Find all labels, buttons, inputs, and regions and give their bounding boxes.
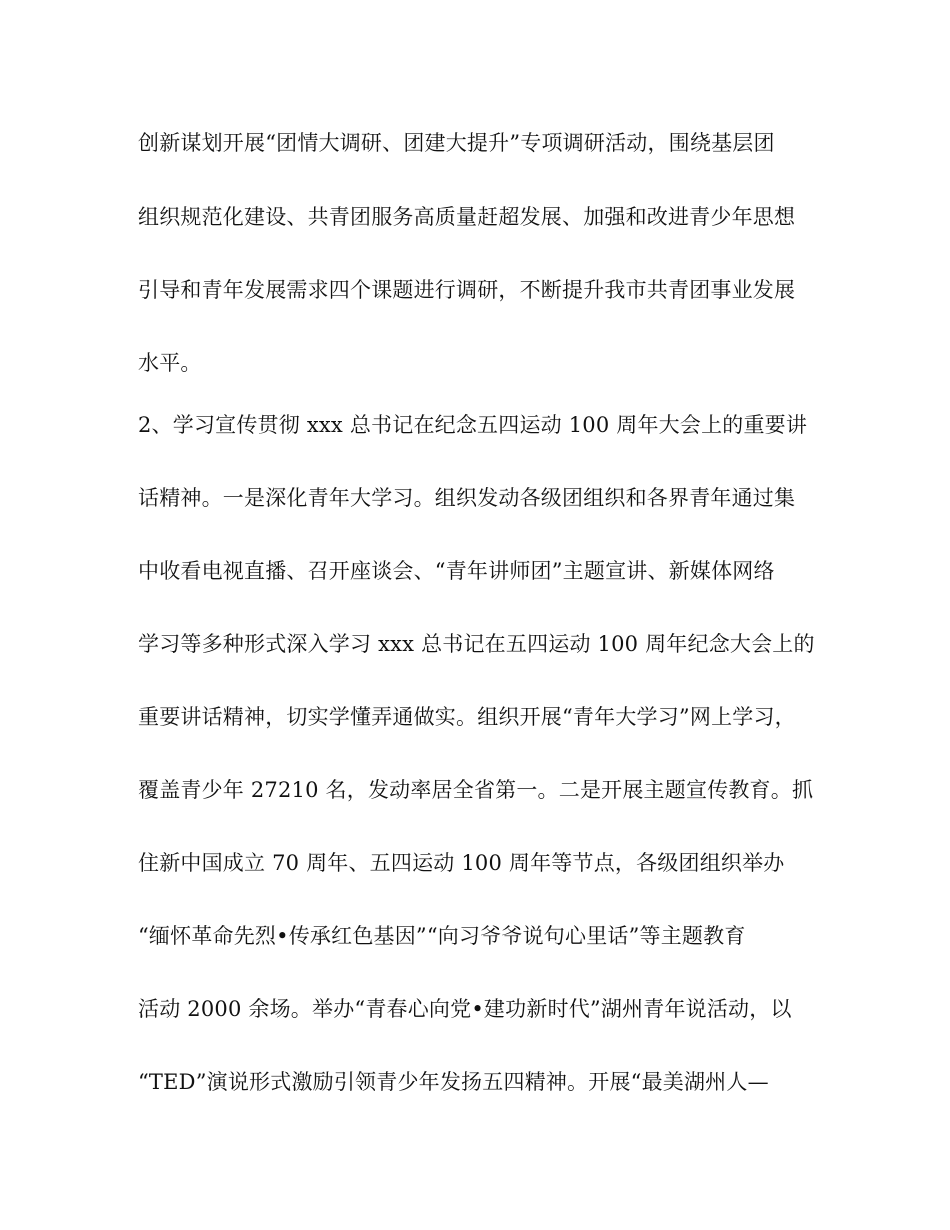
- paragraph-line: 中收看电视直播、召开座谈会、“青年讲师团”主题宣讲、新媒体网络: [138, 559, 775, 583]
- paragraph-line: “缅怀革命先烈•传承红色基因”“向习爷爷说句心里话”等主题教育: [138, 924, 746, 948]
- paragraph-line: 活动 2000 余场。举办“青春心向党•建功新时代”湖州青年说活动，以: [138, 997, 792, 1021]
- section-heading-line: 2、学习宣传贯彻 xxx 总书记在纪念五四运动 100 周年大会上的重要讲: [138, 413, 808, 437]
- paragraph-line: 组织规范化建设、共青团服务高质量赶超发展、加强和改进青少年思想: [138, 205, 796, 229]
- paragraph-line: 重要讲话精神，切实学懂弄通做实。组织开展“青年大学习”网上学习，: [138, 705, 796, 729]
- paragraph-line: 住新中国成立 70 周年、五四运动 100 周年等节点，各级团组织举办: [138, 851, 785, 875]
- paragraph-line: 学习等多种形式深入学习 xxx 总书记在五四运动 100 周年纪念大会上的: [138, 632, 815, 656]
- paragraph-line: 引导和青年发展需求四个课题进行调研，不断提升我市共青团事业发展: [138, 278, 796, 302]
- paragraph-line: 话精神。一是深化青年大学习。组织发动各级团组织和各界青年通过集: [138, 486, 796, 510]
- paragraph-line: 水平。: [138, 351, 202, 375]
- paragraph-line: “TED”演说形式激励引领青少年发扬五四精神。开展“最美湖州人—: [138, 1070, 769, 1094]
- paragraph-line: 覆盖青少年 27210 名，发动率居全省第一。二是开展主题宣传教育。抓: [138, 778, 814, 802]
- paragraph-line: 创新谋划开展“团情大调研、团建大提升”专项调研活动，围绕基层团: [138, 131, 775, 155]
